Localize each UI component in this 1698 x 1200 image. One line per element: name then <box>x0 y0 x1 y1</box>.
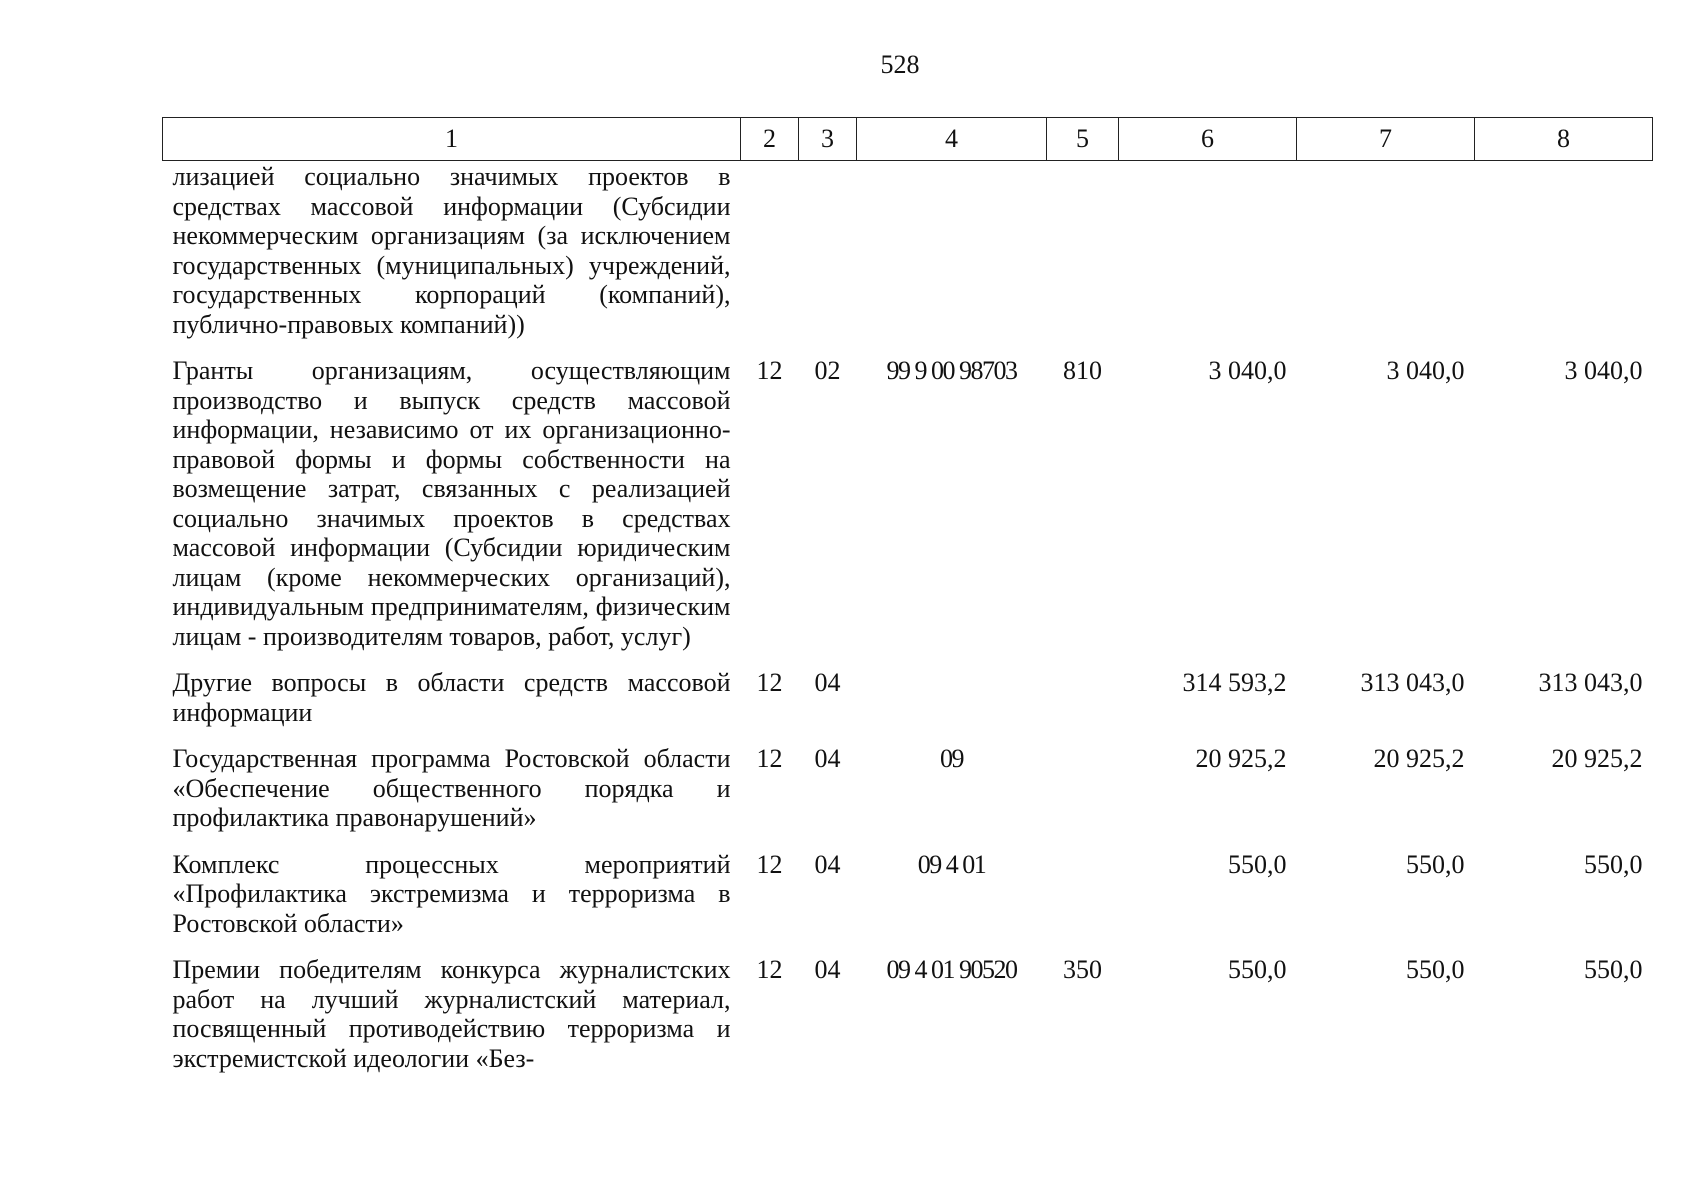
row-amount-1: 3 040,0 <box>1208 356 1287 385</box>
row-target-article <box>857 663 1047 739</box>
row-target-article: 99 9 00 98703 <box>886 356 1017 385</box>
row-subsection <box>799 161 857 352</box>
row-expense-type: 810 <box>1063 356 1102 385</box>
row-section: 12 <box>756 849 783 879</box>
row-description: Комплекс процессных мероприятий «Профилактика экстремизма и терроризма в Ростовской области» <box>172 849 731 938</box>
row-expense-type <box>1047 161 1119 352</box>
column-header-6: 6 <box>1119 118 1297 161</box>
row-amount-1: 550,0 <box>1228 955 1287 984</box>
row-target-article <box>857 161 1047 352</box>
row-section: 12 <box>756 668 783 697</box>
row-amount-2: 550,0 <box>1406 849 1465 879</box>
row-amount-1: 314 593,2 <box>1182 668 1287 697</box>
table-row <box>163 950 1653 1085</box>
row-amount-2: 20 925,2 <box>1373 744 1465 773</box>
row-section: 12 <box>756 955 783 984</box>
row-amount-3: 550,0 <box>1584 849 1643 879</box>
row-amount-2: 550,0 <box>1406 955 1465 984</box>
row-description: Премии победителям конкурса журналистских работ на лучший журналистский материал, посвященный противодействию терроризма и экстремистской идеологии «Без- <box>172 955 731 1073</box>
table-row <box>163 739 1653 845</box>
row-section: 12 <box>756 744 783 773</box>
row-expense-type <box>1047 739 1119 845</box>
row-subsection: 04 <box>814 744 841 773</box>
table-row <box>163 663 1653 739</box>
table-row <box>163 845 1653 951</box>
row-amount-3 <box>1475 161 1653 352</box>
column-header-5: 5 <box>1047 118 1119 161</box>
row-target-article: 09 <box>940 744 963 773</box>
row-subsection: 02 <box>814 356 841 385</box>
row-amount-3: 550,0 <box>1584 955 1643 984</box>
row-amount-3: 313 043,0 <box>1538 668 1643 697</box>
header-row <box>163 118 1653 161</box>
row-section: 12 <box>756 356 783 385</box>
budget-table <box>162 117 1653 1085</box>
row-description: Гранты организациям, осуществляющим производство и выпуск средств массовой информации, независимо от их организационно-правовой формы и формы собственности на возмещение затрат, связанных с реализацией социально значимых проектов в средствах массовой информации (Субсидии юридическим лицам (кроме некоммерческих организаций), индивидуальным предпринимателям, физическим лицам - производителям товаров, работ, услуг) <box>172 356 731 651</box>
row-expense-type: 350 <box>1063 955 1102 984</box>
row-description: Другие вопросы в области средств массовой информации <box>172 668 731 727</box>
row-amount-1 <box>1119 161 1297 352</box>
row-subsection: 04 <box>814 849 841 879</box>
column-header-4: 4 <box>857 118 1047 161</box>
row-amount-3: 3 040,0 <box>1564 356 1643 385</box>
page-number: 528 <box>880 50 920 79</box>
row-description: лизацией социально значимых проектов в средствах массовой информации (Субсидии некоммерческим организациям (за исключением государственных (муниципальных) учреждений, государственных корпораций (компаний), публично-правовых компаний)) <box>172 162 731 339</box>
column-header-7: 7 <box>1297 118 1475 161</box>
row-amount-1: 550,0 <box>1228 849 1287 879</box>
table-body <box>163 161 1653 1086</box>
column-header-8: 8 <box>1475 118 1653 161</box>
row-amount-2: 3 040,0 <box>1386 356 1465 385</box>
column-header-2: 2 <box>741 118 799 161</box>
table-row <box>163 161 1653 352</box>
row-amount-3: 20 925,2 <box>1551 744 1643 773</box>
row-expense-type <box>1047 845 1119 951</box>
row-description: Государственная программа Ростовской области «Обеспечение общественного порядка и профилактика правонарушений» <box>172 744 731 832</box>
row-amount-2: 313 043,0 <box>1360 668 1465 697</box>
column-header-1: 1 <box>163 118 741 161</box>
table-header <box>163 118 1653 161</box>
row-subsection: 04 <box>814 955 841 984</box>
row-amount-1: 20 925,2 <box>1195 744 1287 773</box>
row-section <box>741 161 799 352</box>
row-target-article: 09 4 01 <box>917 849 986 879</box>
column-header-3: 3 <box>799 118 857 161</box>
row-expense-type <box>1047 663 1119 739</box>
row-amount-2 <box>1297 161 1475 352</box>
row-target-article: 09 4 01 90520 <box>886 955 1017 984</box>
row-subsection: 04 <box>814 668 841 697</box>
table-row <box>163 351 1653 663</box>
